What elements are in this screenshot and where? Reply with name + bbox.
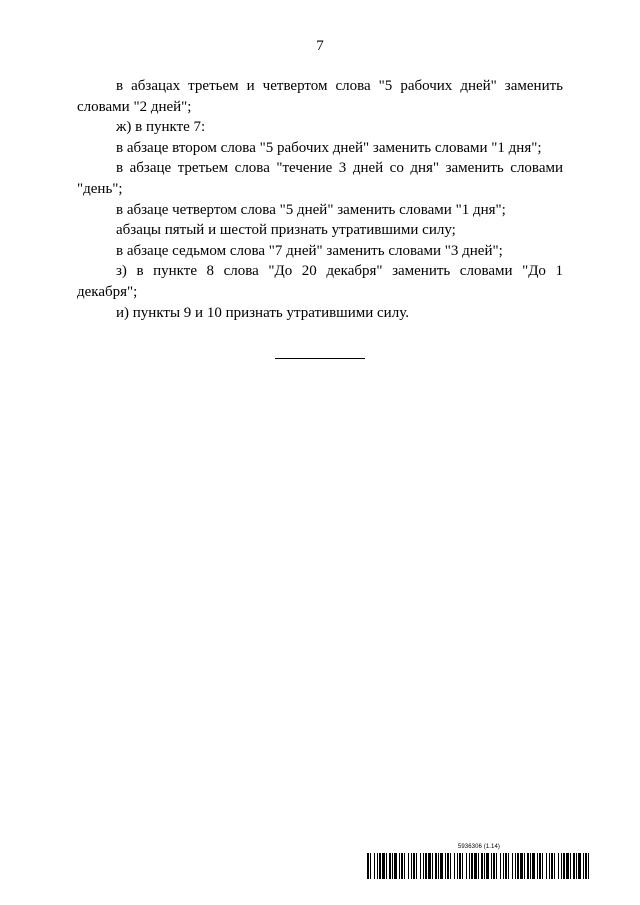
page-number: 7 xyxy=(316,38,324,54)
barcode-block xyxy=(367,844,592,880)
paragraph: абзацы пятый и шестой признать утратившими силу; xyxy=(116,222,456,239)
paragraph: и) пункты 9 и 10 признать утратившими силу. xyxy=(116,304,409,321)
paragraph: з) в пункте 8 слова "До 20 декабря" заменить словами "До 1 декабря"; xyxy=(77,263,563,300)
paragraph: в абзаце четвертом слова "5 дней" заменить словами "1 дня"; xyxy=(116,201,506,218)
barcode-icon xyxy=(367,853,592,879)
paragraph: в абзаце седьмом слова "7 дней" заменить словами "3 дней"; xyxy=(116,242,503,259)
end-separator-line xyxy=(275,358,365,359)
document-body xyxy=(77,76,563,323)
paragraph: в абзацах третьем и четвертом слова "5 рабочих дней" заменить словами "2 дней"; xyxy=(77,78,563,115)
paragraph: в абзаце третьем слова "течение 3 дней со дня" заменить словами "день"; xyxy=(77,160,563,197)
barcode-caption: 5936306 (1.14) xyxy=(457,844,500,850)
paragraph: в абзаце втором слова "5 рабочих дней" заменить словами "1 дня"; xyxy=(116,139,542,156)
paragraph: ж) в пункте 7: xyxy=(116,119,206,136)
